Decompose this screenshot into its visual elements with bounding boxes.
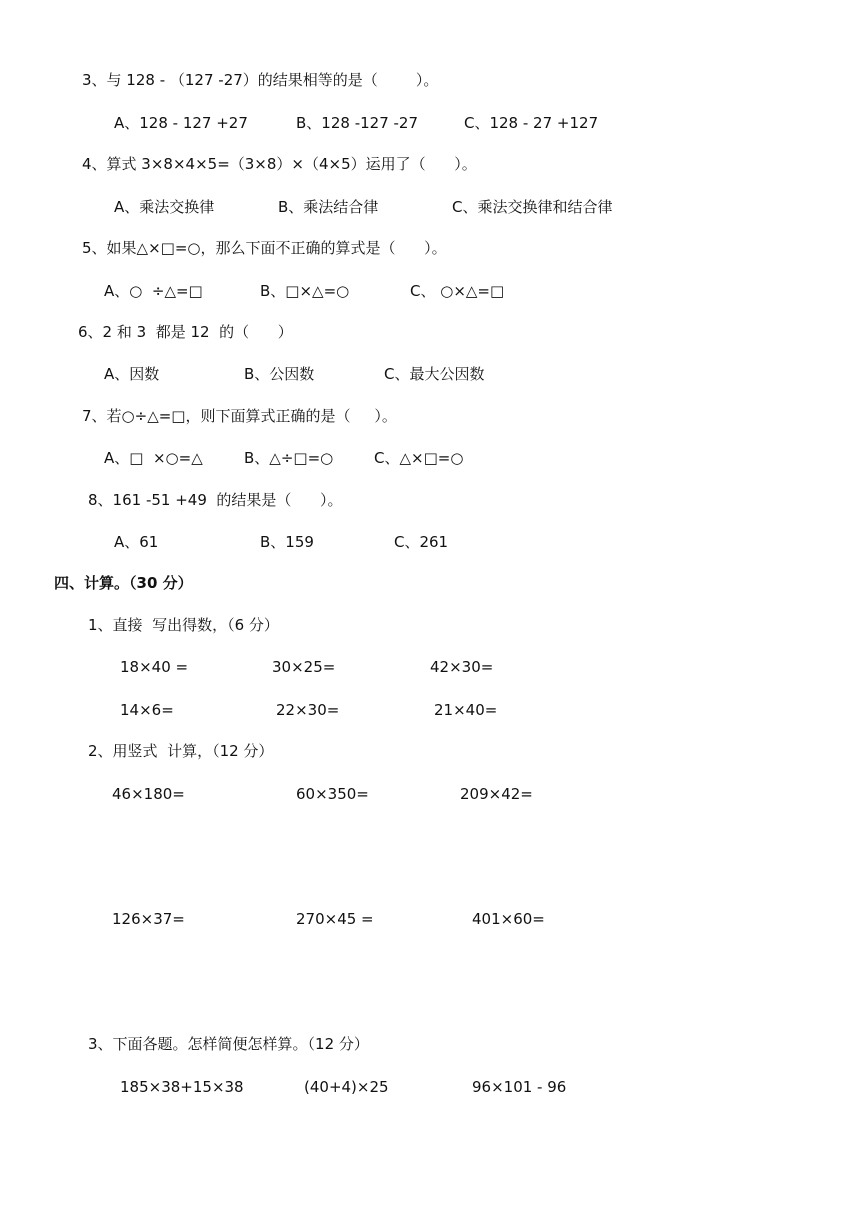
- question-4-option-a: A、乘法交换律: [114, 198, 215, 216]
- part-1-item: 30×25=: [272, 658, 336, 676]
- question-5-stem: 5、如果△×□=○，那么下面不正确的算式是（ ）。: [82, 239, 447, 257]
- part-1-item: 42×30=: [430, 658, 494, 676]
- question-8-option-a: A、61: [114, 533, 159, 551]
- part-2-item: 209×42=: [460, 785, 533, 803]
- part-2-item: 126×37=: [112, 910, 185, 928]
- part-2-item: 46×180=: [112, 785, 185, 803]
- question-4-stem: 4、算式 3×8×4×5=（3×8）×（4×5）运用了（ ）。: [82, 155, 477, 173]
- question-3-option-b: B、128 -127 -27: [296, 114, 418, 132]
- part-2-item: 60×350=: [296, 785, 369, 803]
- section-4-title: 四、计算。（30 分）: [54, 574, 193, 592]
- part-1-item: 22×30=: [276, 701, 340, 719]
- part-2-item: 401×60=: [472, 910, 545, 928]
- question-6-option-a: A、因数: [104, 365, 160, 383]
- part-1-item: 18×40 =: [120, 658, 189, 676]
- question-6-option-c: C、最大公因数: [384, 365, 485, 383]
- question-3-option-a: A、128 - 127 +27: [114, 114, 248, 132]
- question-8-stem: 8、161 -51 +49 的结果是（ ）。: [88, 491, 343, 509]
- question-8-option-b: B、159: [260, 533, 314, 551]
- question-4-option-c: C、乘法交换律和结合律: [452, 198, 613, 216]
- question-3-stem: 3、与 128 - （127 -27）的结果相等的是（ ）。: [82, 71, 439, 89]
- part-3-item: 185×38+15×38: [120, 1078, 244, 1096]
- question-7-stem: 7、若○÷△=□，则下面算式正确的是（ ）。: [82, 407, 397, 425]
- part-1-title: 1、直接 写出得数，（6 分）: [88, 616, 279, 634]
- part-3-item: (40+4)×25: [304, 1078, 389, 1096]
- part-1-item: 14×6=: [120, 701, 174, 719]
- question-3-option-c: C、128 - 27 +127: [464, 114, 599, 132]
- part-3-title: 3、下面各题。怎样简便怎样算。（12 分）: [88, 1035, 369, 1053]
- part-2-title: 2、用竖式 计算，（12 分）: [88, 742, 274, 760]
- part-3-item: 96×101 - 96: [472, 1078, 567, 1096]
- part-1-item: 21×40=: [434, 701, 498, 719]
- question-5-option-c: C、 ○×△=□: [410, 282, 505, 300]
- question-5-option-a: A、○ ÷△=□: [104, 282, 203, 300]
- part-2-item: 270×45 =: [296, 910, 374, 928]
- question-8-option-c: C、261: [394, 533, 449, 551]
- question-4-option-b: B、乘法结合律: [278, 198, 379, 216]
- question-5-option-b: B、□×△=○: [260, 282, 350, 300]
- question-6-stem: 6、2 和 3 都是 12 的（ ）: [78, 323, 293, 341]
- question-7-option-b: B、△÷□=○: [244, 449, 334, 467]
- question-6-option-b: B、公因数: [244, 365, 315, 383]
- question-7-option-a: A、□ ×○=△: [104, 449, 203, 467]
- question-7-option-c: C、△×□=○: [374, 449, 464, 467]
